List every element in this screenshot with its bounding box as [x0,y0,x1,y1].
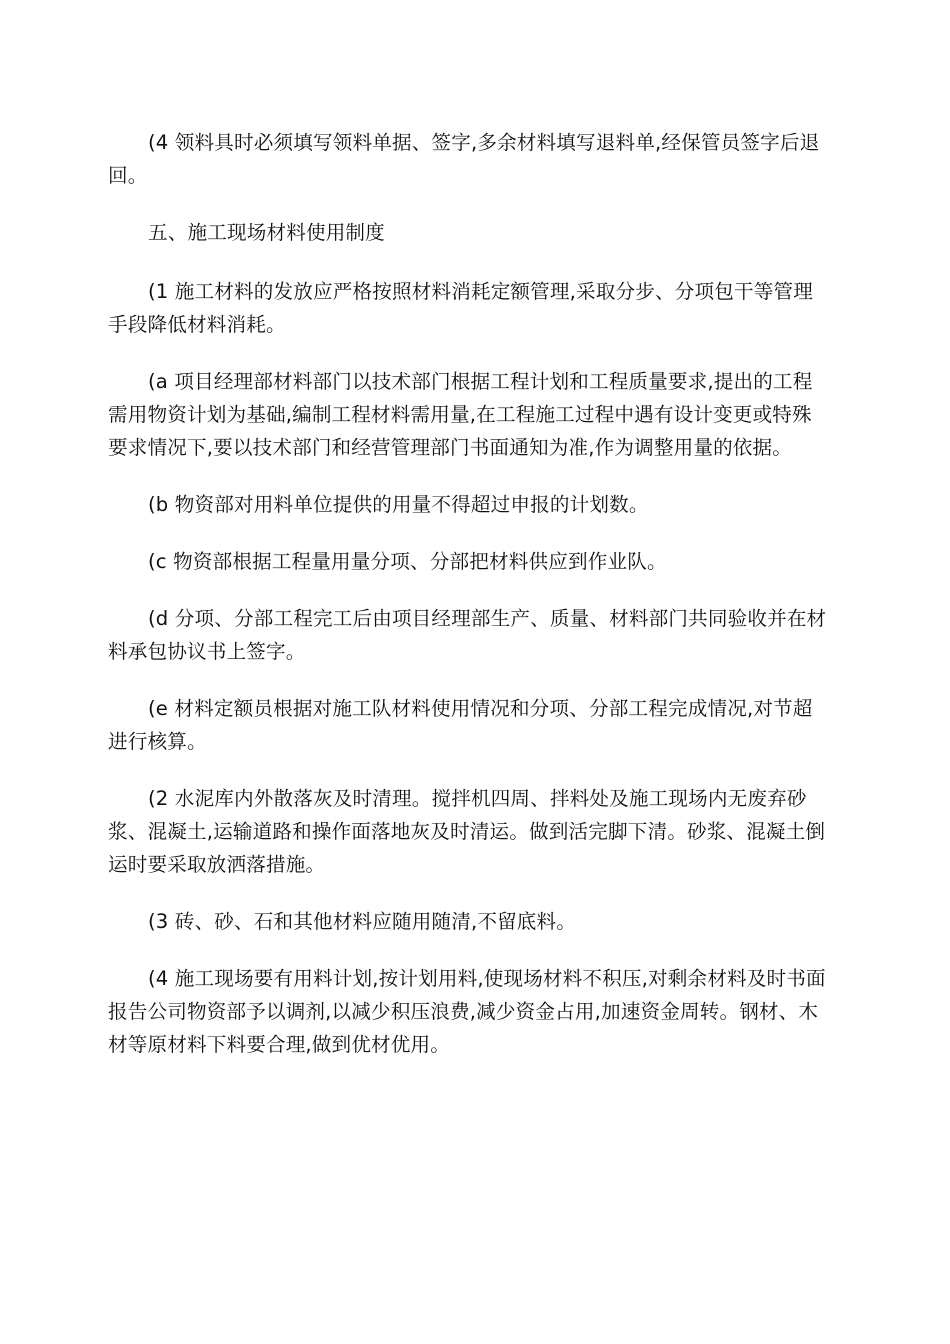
paragraph-item-e: (e 材料定额员根据对施工队材料使用情况和分项、分部工程完成情况,对节超进行核算。 [108,697,813,753]
paragraph-cement-cleanup: (2 水泥库内外散落灰及时清理。搅拌机四周、拌料处及施工现场内无废弃砂浆、混凝土,运输道路和操作面落地灰及时清运。做到活完脚下清。砂浆、混凝土倒运时要采取放洒落措施。 [108,787,826,876]
paragraph-material-plan: (4 施工现场要有用料计划,按计划用料,使现场材料不积压,对剩余材料及时书面报告公司物资部予以调剂,以减少积压浪费,减少资金占用,加速资金周转。钢材、木材等原材料下料要合理,做到优材优用。 [108,967,826,1056]
paragraph-item-a: (a 项目经理部材料部门以技术部门根据工程计划和工程质量要求,提出的工程需用物资计划为基础,编制工程材料需用量,在工程施工过程中遇有设计变更或特殊要求情况下,要以技术部门和经营管理部门书面通知为准,作为调整用量的依据。 [108,370,813,459]
paragraph-return-materials: (4 领料具时必须填写领料单据、签字,多余材料填写退料单,经保管员签字后退回。 [108,131,820,187]
paragraph-item-b: (b 物资部对用料单位提供的用量不得超过申报的计划数。 [148,493,649,516]
document-body [108,126,830,1085]
paragraph-material-issuance: (1 施工材料的发放应严格按照材料消耗定额管理,采取分步、分项包干等管理手段降低材料消耗。 [108,280,813,336]
paragraph-item-d: (d 分项、分部工程完工后由项目经理部生产、质量、材料部门共同验收并在材料承包协议书上签字。 [108,607,827,663]
paragraph-bricks-sand-stone: (3 砖、砂、石和其他材料应随用随清,不留底料。 [148,910,577,933]
paragraph-item-c: (c 物资部根据工程量用量分项、分部把材料供应到作业队。 [148,550,667,573]
section-heading-material-usage: 五、施工现场材料使用制度 [148,221,385,244]
